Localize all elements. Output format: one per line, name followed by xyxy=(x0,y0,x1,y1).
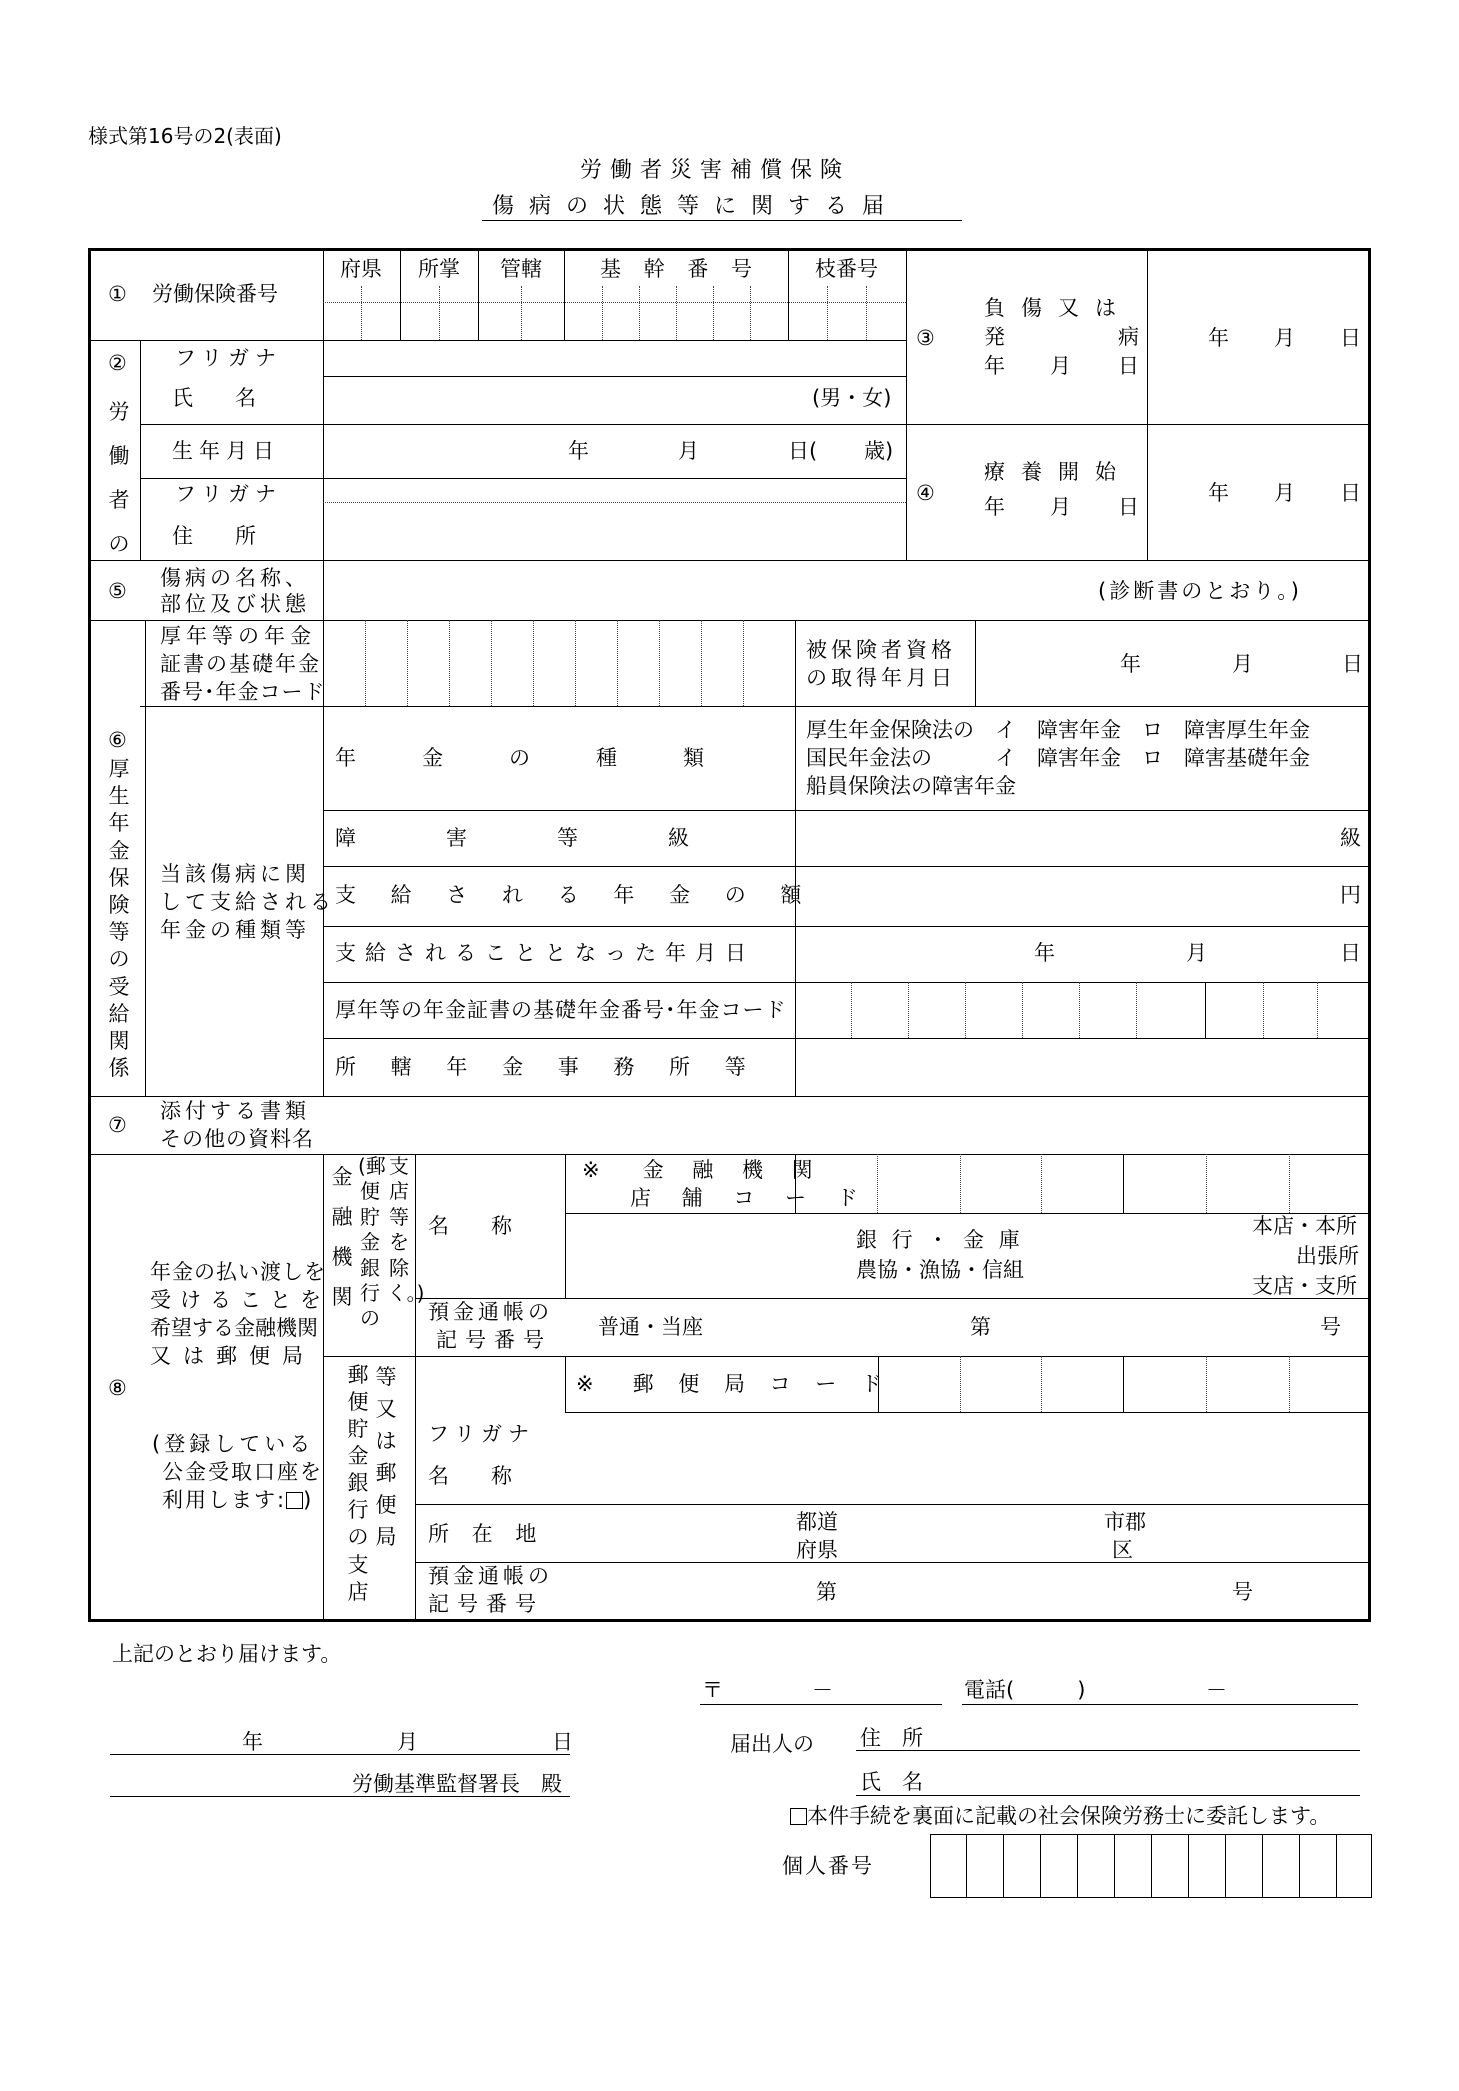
post-account-input[interactable] xyxy=(566,1563,1368,1619)
disability-grade-input[interactable] xyxy=(796,811,1336,866)
qual-year: 年 xyxy=(1120,652,1141,676)
post-side-label2: 等又は郵便局 xyxy=(375,1365,397,1549)
s4-number: ④ xyxy=(916,481,935,505)
pension-kind-option-1[interactable]: 厚生年金保険法の イ 障害年金 ロ 障害厚生年金 xyxy=(806,718,1310,742)
injury-description-input[interactable] xyxy=(324,561,1368,620)
branch-type-1: 本店・本所 xyxy=(1252,1214,1357,1238)
col-branch-number: 枝番号 xyxy=(815,257,878,281)
amount-unit: 円 xyxy=(1340,883,1361,907)
acct-no-prefix: 第 xyxy=(970,1315,991,1339)
phone-input[interactable] xyxy=(1016,1672,1356,1702)
s8-desc-2: 受けることを xyxy=(150,1288,330,1312)
pension-kind-option-3[interactable]: 船員保険法の障害年金 xyxy=(806,774,1016,798)
post-acct-suffix: 号 xyxy=(1232,1580,1253,1604)
qual-day: 日 xyxy=(1342,652,1363,676)
bank-type-1: 銀 行 ・ 金 庫 xyxy=(856,1228,1024,1252)
delegate-text: 本件手続を裏面に記載の社会保険労務士に委託します。 xyxy=(807,1804,1331,1828)
applicant-address-label: 住 所 xyxy=(860,1726,923,1750)
pension-no-label-3: 番号･年金コード xyxy=(160,680,326,704)
s3-label-hatsu: 発 xyxy=(984,325,1005,349)
s3-number: ③ xyxy=(916,326,935,350)
s3-label-month: 月 xyxy=(1050,354,1071,378)
pref-label-1: 都道 xyxy=(796,1510,838,1534)
birthdate-input[interactable] xyxy=(324,425,784,478)
s1-number: ① xyxy=(108,282,127,306)
s3-label-line1: 負傷又は xyxy=(984,296,1132,320)
tel-label: 電話( ) xyxy=(964,1678,1086,1702)
birth-month: 月 xyxy=(678,439,699,463)
disability-grade-label: 障 害 等 級 xyxy=(335,826,705,850)
pension-amount-label: 支 給 さ れ る 年 金 の 額 xyxy=(335,883,816,907)
branch-type-2: 出張所 xyxy=(1296,1244,1359,1268)
s4-month: 月 xyxy=(1274,481,1295,505)
applicant-name-label: 氏 名 xyxy=(860,1770,923,1794)
s3-day: 日 xyxy=(1340,326,1361,350)
s8-reg-2: 公金受取口座を xyxy=(162,1460,323,1484)
birth-label: 生年月日 xyxy=(172,439,280,463)
post-acct-prefix: 第 xyxy=(816,1580,837,1604)
post-name-label: 名 称 xyxy=(428,1464,512,1488)
s5-number: ⑤ xyxy=(108,579,127,603)
bank-code-label-1: ※ 金 融 機 関 xyxy=(582,1158,824,1182)
bank-code-input[interactable] xyxy=(796,1155,1368,1213)
payment-month: 月 xyxy=(1186,941,1207,965)
footer-year: 年 xyxy=(242,1730,263,1754)
s7-label-line2: その他の資料名 xyxy=(160,1127,314,1151)
name-label: 氏 名 xyxy=(172,386,256,410)
col-prefecture: 府県 xyxy=(340,257,382,281)
s5-note: (診断書のとおり。) xyxy=(1098,579,1302,603)
pension-office-label: 所 轄 年 金 事 務 所 等 xyxy=(335,1055,760,1079)
pension-number-input[interactable] xyxy=(324,621,795,706)
bank-account-input[interactable] xyxy=(566,1299,1368,1356)
post-address-input[interactable] xyxy=(566,1505,1368,1562)
acct-type[interactable]: 普通・当座 xyxy=(598,1315,703,1339)
s4-label-month: 月 xyxy=(1050,495,1071,519)
bank-name-label: 名 称 xyxy=(428,1214,512,1238)
s3-label-day: 日 xyxy=(1118,354,1139,378)
s2-side-label: 労働者の xyxy=(108,400,130,557)
col-jurisdiction: 所掌 xyxy=(418,257,460,281)
s3-label-year: 年 xyxy=(984,354,1005,378)
form-number: 様式第16号の2(表面) xyxy=(88,124,282,148)
s8-reg-3: 利用します: ) xyxy=(162,1488,314,1512)
col-office: 管轄 xyxy=(500,257,542,281)
basic-pension-label: 厚年等の年金証書の基礎年金番号･年金コード xyxy=(335,998,787,1022)
attachments-input[interactable] xyxy=(324,1097,1368,1154)
qualification-label-2: の取得年月日 xyxy=(806,666,956,690)
bank-side-paren2: 支店等を除く。) xyxy=(387,1154,425,1305)
delegate-checkbox[interactable] xyxy=(790,1808,807,1825)
pension-office-input[interactable] xyxy=(796,1039,1368,1096)
group-label-1: 当該傷病に関 xyxy=(160,862,310,886)
s4-label-line1: 療養開始 xyxy=(984,460,1132,484)
delegate-row xyxy=(790,1806,1330,1827)
s4-label-year: 年 xyxy=(984,495,1005,519)
bank-acct-label-1: 預金通帳の xyxy=(428,1300,553,1324)
s8-number: ⑧ xyxy=(108,1376,127,1400)
s8-desc-4: 又は郵便局 xyxy=(150,1344,315,1368)
s2-number: ② xyxy=(108,351,127,375)
zip-mark: 〒 xyxy=(702,1678,723,1702)
bank-code-label-2: 店 舗 コ ー ド xyxy=(630,1186,870,1210)
s5-label-line2: 部位及び状態 xyxy=(160,592,310,616)
s6-number: ⑥ xyxy=(108,728,127,752)
qualification-label-1: 被保険者資格 xyxy=(806,638,956,662)
pension-kind-option-2[interactable]: 国民年金法の イ 障害年金 ロ 障害基礎年金 xyxy=(806,746,1310,770)
qualification-date-input[interactable] xyxy=(976,621,1368,706)
payment-date-label: 支給されることとなった年月日 xyxy=(335,941,755,965)
grade-unit: 級 xyxy=(1340,826,1361,850)
group-label-3: 年金の種類等 xyxy=(160,918,310,942)
address-label: 住 所 xyxy=(172,524,256,548)
s4-year: 年 xyxy=(1208,481,1229,505)
birth-day: 日( xyxy=(788,439,818,463)
s5-label-line1: 傷病の名称、 xyxy=(160,566,310,590)
s6-side-label: 厚生年金保険等の受給関係 xyxy=(108,757,130,1081)
s8-desc-3: 希望する金融機関 xyxy=(150,1316,318,1340)
treatment-start-input[interactable] xyxy=(1148,425,1368,560)
form-title: 労働者災害補償保険 xyxy=(580,158,851,183)
s7-label-line1: 添付する書類 xyxy=(160,1099,310,1123)
gender-select[interactable]: (男・女) xyxy=(812,386,892,410)
labor-insurance-number-input[interactable] xyxy=(324,286,906,340)
subtitle-underline xyxy=(482,220,962,221)
footer-day: 日 xyxy=(552,1730,573,1754)
s1-label: 労働保険番号 xyxy=(152,282,278,306)
furigana2-label: フリガナ xyxy=(175,482,282,506)
applicant-address-input[interactable] xyxy=(950,1720,1358,1750)
s8-desc-1: 年金の払い渡しを xyxy=(150,1260,326,1284)
post-code-input[interactable] xyxy=(879,1357,1368,1412)
pension-kind-label: 年 金 の 種 類 xyxy=(335,746,712,770)
furigana-input[interactable] xyxy=(324,341,804,376)
address-input[interactable] xyxy=(324,479,906,560)
bank-name-input[interactable] xyxy=(566,1214,1368,1298)
injury-date-input[interactable] xyxy=(1148,249,1368,424)
zip-dash: － xyxy=(812,1678,833,1702)
s7-number: ⑦ xyxy=(108,1113,127,1137)
director-label: 労働基準監督署長 殿 xyxy=(352,1772,562,1796)
bank-side-label: 金融機関 xyxy=(331,1165,353,1309)
submission-date-input[interactable] xyxy=(112,1724,568,1754)
applicant-label: 届出人の xyxy=(730,1732,814,1756)
group-label-2: して支給される xyxy=(160,890,335,914)
branch-type-3: 支店・支所 xyxy=(1252,1274,1357,1298)
bank-acct-label-2: 記号番号 xyxy=(436,1328,552,1352)
payment-day: 日 xyxy=(1340,941,1361,965)
office-name-input[interactable] xyxy=(112,1766,348,1796)
applicant-name-input[interactable] xyxy=(950,1764,1358,1795)
s3-year: 年 xyxy=(1208,326,1229,350)
s3-label-byou: 病 xyxy=(1118,325,1139,349)
furigana-label: フリガナ xyxy=(175,346,282,370)
col-base-number: 基 幹 番 号 xyxy=(600,257,761,281)
post-code-label: ※ 郵 便 局 コ ー ド xyxy=(576,1372,891,1396)
payment-date-input[interactable] xyxy=(796,927,1368,982)
name-input[interactable] xyxy=(324,377,804,424)
bank-side-paren: (郵便貯金銀行の xyxy=(358,1154,386,1331)
s3-month: 月 xyxy=(1274,326,1295,350)
tel-dash: － xyxy=(1206,1678,1227,1702)
payment-year: 年 xyxy=(1034,941,1055,965)
city-label-1: 市郡 xyxy=(1104,1510,1146,1534)
post-address-label: 所 在 地 xyxy=(428,1522,545,1546)
birth-year: 年 xyxy=(568,439,589,463)
pension-no-label-1: 厚年等の年金 xyxy=(160,624,316,648)
footer-month: 月 xyxy=(397,1730,418,1754)
city-label-2: 区 xyxy=(1112,1538,1133,1562)
notify-text: 上記のとおり届けます。 xyxy=(112,1642,342,1666)
my-number-label: 個人番号 xyxy=(782,1854,874,1878)
bank-type-2: 農協・漁協・信組 xyxy=(856,1258,1024,1282)
pref-label-2: 府県 xyxy=(796,1538,838,1562)
post-acct-label-1: 預金通帳の xyxy=(428,1564,553,1588)
birth-age: 歳) xyxy=(864,439,894,463)
public-account-checkbox[interactable] xyxy=(286,1492,303,1509)
qual-month: 月 xyxy=(1232,652,1253,676)
zip-code-input[interactable] xyxy=(726,1672,940,1702)
basic-pension-input[interactable] xyxy=(796,983,1368,1038)
s8-reg-1: (登録している xyxy=(152,1432,315,1456)
acct-no-suffix: 号 xyxy=(1320,1315,1341,1339)
pension-no-label-2: 証書の基礎年金 xyxy=(160,652,321,676)
post-side-label: 郵便貯金銀行の支店 xyxy=(347,1363,369,1604)
pension-amount-input[interactable] xyxy=(796,867,1336,926)
form-subtitle: 傷病の状態等に関する届 xyxy=(492,194,900,219)
post-acct-label-2: 記号番号 xyxy=(428,1592,544,1616)
s4-label-day: 日 xyxy=(1118,495,1139,519)
post-furigana-label: フリガナ xyxy=(428,1422,535,1446)
s4-day: 日 xyxy=(1340,481,1361,505)
post-name-input[interactable] xyxy=(566,1413,1368,1504)
